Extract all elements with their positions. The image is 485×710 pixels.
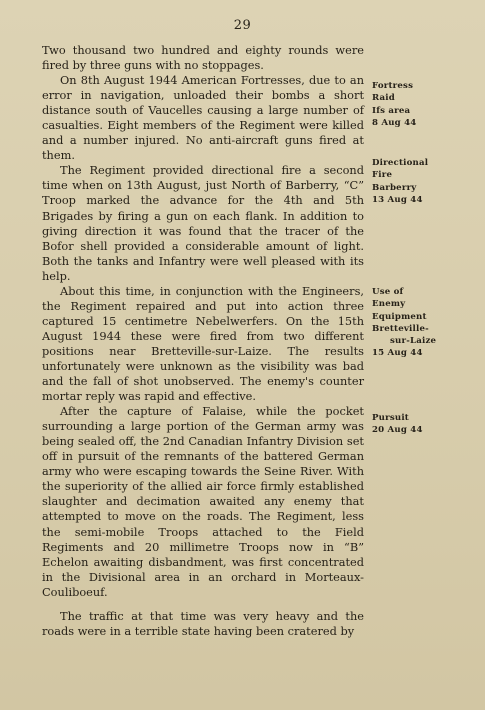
body-text [42, 43, 364, 639]
margin-note [372, 412, 482, 437]
margin-note-line: Directional [372, 158, 429, 168]
margin-note-line: Raid [372, 93, 395, 104]
paragraph: The traffic at that time was very heavy and the roads were in a terrible state having been cratered by [42, 608, 364, 638]
paragraph: After the capture of Falaise, while the pocket surrounding a large portion of the German army was being sealed off, the 2nd Canadian Infantry Division set off in pursuit of the remnants of the battered German army who were escaping towards the Seine River. With the superiority of the allied air force firmly established slaughter and decimation awaited any enemy that attempted to move on the roads. The Regiment, less the semi-mobile Troops attached to the Field Regiments and 20 millimetre Troops now in “B” Echelon awaiting disbandment, was first concentrated in the Divisional area in an orchard in Morteaux-Couliboeuf. [42, 404, 364, 599]
margin-note-line: Bretteville- [372, 323, 429, 334]
margin-note-line: Fire [372, 170, 393, 181]
margin-note-date: 20 Aug 44 [372, 425, 423, 436]
paragraph: Two thousand two hundred and eighty rounds were fired by three guns with no stoppages. [42, 43, 364, 73]
paragraph: The Regiment provided directional fire a second time when on 13th August, just North of Barberry, “C” Troop marked the advance for the 4th and 5th Brigades by firing a gun on each flank. In addition to giving direction it was found that the tracer of the Bofor shell provided a considerable amount of light. Both the tanks and Infantry were well pleased with its help. [42, 163, 364, 283]
margin-note-line: Use of [372, 287, 404, 297]
margin-note [372, 157, 482, 206]
margin-note-line: sur-Laize [390, 336, 437, 347]
margin-note-line: Barberry [372, 182, 417, 193]
margin-note [372, 286, 482, 360]
margin-note [372, 80, 482, 129]
margin-note-line: Pursuit [372, 413, 409, 423]
margin-note-date: 15 Aug 44 [372, 348, 423, 359]
margin-note-date: 13 Aug 44 [372, 194, 423, 205]
paragraph: About this time, in conjunction with the Engineers, the Regiment repaired and put into action three captured 15 centimetre Nebelwerfers. On the 15th August 1944 these were fired from two different positions near Bretteville-sur-Laize. The results unfortunately were unknown as the visibility was bad and the fall of shot unobserved. The enemy's counter mortar reply was rapid and effective. [42, 283, 364, 404]
margin-note-line: Ifs area [372, 105, 411, 116]
paragraph: On 8th August 1944 American Fortresses, due to an error in navigation, unloaded their bombs a short distance south of Vaucelles causing a large number of casualties. Eight members of the Regiment were killed and a number injured. No anti-aircraft guns fired at them. [42, 73, 364, 163]
page-number: 29 [233, 18, 252, 33]
margin-note-line: Equipment [372, 311, 427, 322]
margin-note-date: 8 Aug 44 [372, 117, 417, 128]
margin-note-line: Fortress [372, 81, 414, 91]
margin-note-line: Enemy [372, 299, 406, 310]
